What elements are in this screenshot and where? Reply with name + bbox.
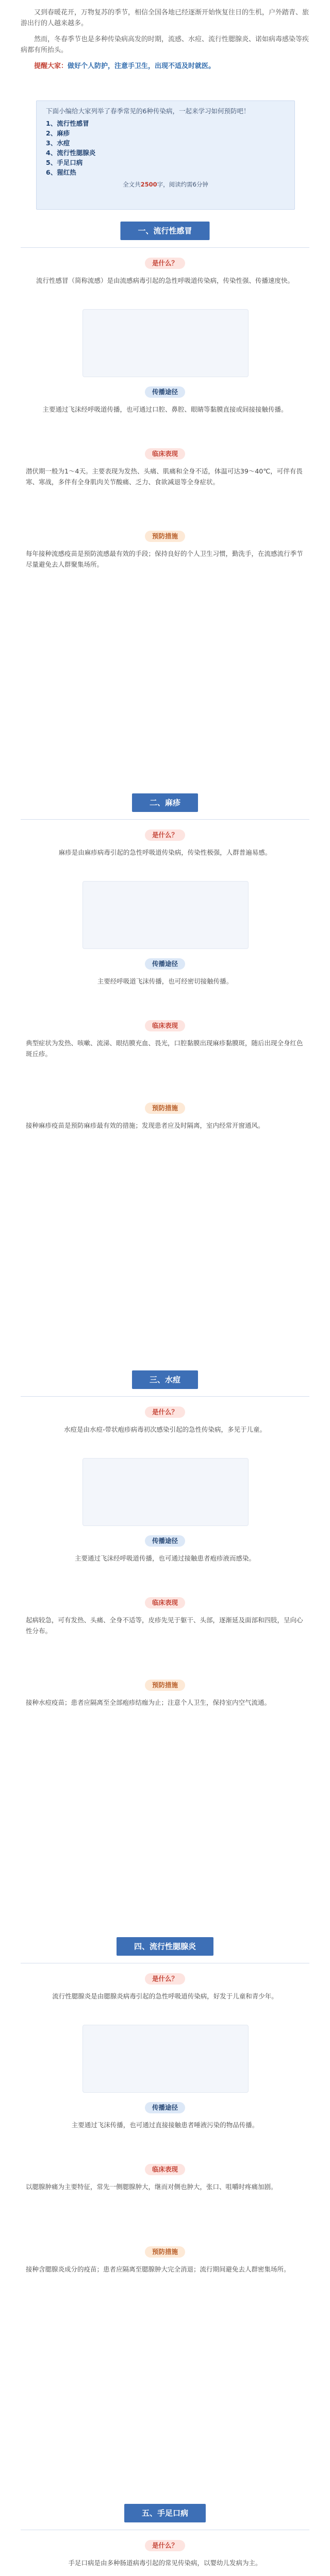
intro-paragraph-2: 然而，冬春季节也是多种传染病高发的时期，流感、水痘、流行性腮腺炎、诺如病毒感染等疾病都有所抬头。 (21, 36, 309, 54)
prevent-text (26, 2264, 304, 2278)
spread-label: 传播途径 (145, 386, 185, 398)
toc-item[interactable]: 4、流行性腮腺炎 (46, 149, 96, 157)
spread-text (26, 1553, 304, 1567)
section-title: 一、流行性感冒 (120, 222, 209, 240)
what-text (26, 847, 304, 861)
toc-item[interactable]: 3、水痘 (46, 139, 70, 147)
toc-hint-count: 2500 (140, 181, 157, 188)
symptom-text (26, 1615, 304, 1639)
spread-paragraph: 主要通过飞沫传播，也可通过直接接触患者唾液污染的物品传播。 (71, 2121, 259, 2129)
intro-lead: 提醒大家： (34, 62, 68, 70)
spread-label: 传播途径 (145, 1535, 185, 1547)
toc-item[interactable]: 1、流行性感冒 (46, 120, 89, 127)
table-of-contents (36, 100, 295, 210)
toc-intro: 下面小编给大家列举了春季常见的6种传染病，一起来学习如何预防吧！ (46, 107, 250, 115)
intro-rest: 做好个人防护，注意手卫生，出现不适及时就医。 (68, 62, 216, 70)
section-title: 五、手足口病 (124, 2504, 206, 2522)
symptom-label: 临床表现 (145, 448, 185, 460)
symptom-paragraph: 以腮腺肿痛为主要特征，常先一侧腮腺肿大，继而对侧也肿大，张口、咀嚼时疼痛加剧。 (26, 2183, 277, 2191)
what-text (26, 2557, 304, 2571)
what-label: 是什么？ (145, 1973, 185, 1985)
illustration (82, 1458, 249, 1526)
intro-paragraph-3 (21, 61, 309, 72)
illustration (82, 309, 249, 377)
intro (21, 7, 309, 77)
section-title: 二、麻疹 (132, 793, 198, 812)
symptom-text (26, 2181, 304, 2195)
spread-text (26, 976, 304, 990)
what-paragraph: 流行性腮腺炎是由腮腺炎病毒引起的急性呼吸道传染病，好发于儿童和青少年。 (52, 1992, 278, 2000)
section-divider (21, 819, 309, 820)
illustration (82, 881, 249, 949)
what-label: 是什么？ (145, 829, 185, 841)
what-label: 是什么？ (145, 1406, 185, 1418)
what-paragraph: 水痘是由水痘-带状疱疹病毒初次感染引起的急性传染病，多见于儿童。 (63, 1426, 266, 1433)
prevent-paragraph: 接种水痘疫苗；患者应隔离至全部疱疹结痂为止；注意个人卫生，保持室内空气流通。 (26, 1699, 271, 1706)
toc-item[interactable]: 2、麻疹 (46, 129, 70, 137)
toc-list (37, 118, 294, 177)
prevent-label: 预防措施 (145, 531, 185, 542)
spread-text (26, 404, 304, 418)
toc-hint-pre: 全文共 (123, 181, 141, 188)
symptom-text (26, 466, 304, 490)
what-paragraph: 流行性感冒（简称流感）是由流感病毒引起的急性呼吸道传染病，传染性强、传播速度快。 (36, 277, 294, 284)
what-text (26, 275, 304, 289)
toc-hint-post: 字，阅读约需6分钟 (157, 181, 208, 188)
prevent-label: 预防措施 (145, 1680, 185, 1691)
symptom-text (26, 1038, 304, 1062)
toc-item[interactable]: 5、手足口病 (46, 159, 83, 166)
spread-paragraph: 主要经呼吸道飞沫传播，也可经密切接触传播。 (97, 977, 233, 985)
symptom-label: 临床表现 (145, 2164, 185, 2175)
what-text (26, 1991, 304, 2005)
prevent-label: 预防措施 (145, 1103, 185, 1114)
prevent-text (26, 548, 304, 573)
prevent-text (26, 1120, 304, 1134)
section-divider (21, 247, 309, 248)
toc-item[interactable]: 6、猩红热 (46, 168, 76, 176)
toc-hint (37, 177, 294, 189)
symptom-paragraph: 典型症状为发热、咳嗽、流涕、眼结膜充血、畏光，口腔黏膜出现麻疹黏膜斑，随后出现全身红色斑丘疹。 (26, 1039, 303, 1058)
what-paragraph: 麻疹是由麻疹病毒引起的急性呼吸道传染病，传染性极强，人群普遍易感。 (58, 849, 272, 856)
symptom-paragraph: 潜伏期一般为1～4天。主要表现为发热、头痛、肌痛和全身不适，体温可达39～40℃，可伴有畏寒、寒战，多伴有全身肌肉关节酸痛、乏力、食欲减退等全身症状。 (26, 467, 303, 486)
prevent-label: 预防措施 (145, 2246, 185, 2258)
prevent-text (26, 1697, 304, 1711)
illustration (82, 2025, 249, 2093)
spread-paragraph: 主要通过飞沫经呼吸道传播，也可通过接触患者疱疹液而感染。 (74, 1554, 255, 1562)
intro-paragraph-1: 又到春暖花开，万物复苏的季节，相信全国各地已经逐渐开始恢复往日的生机，户外踏青、旅游出行的人越来越多。 (21, 9, 309, 27)
symptom-label: 临床表现 (145, 1020, 185, 1031)
what-text (26, 1424, 304, 1438)
spread-text (26, 2120, 304, 2133)
spread-paragraph: 主要通过飞沫经呼吸道传播，也可通过口腔、鼻腔、眼睛等黏膜直接或间接接触传播。 (42, 405, 288, 413)
spread-label: 传播途径 (145, 2102, 185, 2113)
symptom-label: 临床表现 (145, 1597, 185, 1608)
prevent-paragraph: 每年接种流感疫苗是预防流感最有效的手段；保持良好的个人卫生习惯，勤洗手，在流感流行季节尽量避免去人群聚集场所。 (26, 550, 303, 568)
section-title: 三、水痘 (132, 1370, 198, 1389)
section-divider (21, 1396, 309, 1397)
symptom-paragraph: 起病较急，可有发热、头痛、全身不适等，皮疹先见于躯干、头部，逐渐延及面部和四肢，呈向心性分布。 (26, 1616, 303, 1635)
spread-label: 传播途径 (145, 958, 185, 970)
what-paragraph: 手足口病是由多种肠道病毒引起的常见传染病，以婴幼儿发病为主。 (68, 2559, 262, 2567)
what-label: 是什么？ (145, 258, 185, 269)
what-label: 是什么？ (145, 2540, 185, 2551)
prevent-paragraph: 接种含腮腺炎成分的疫苗；患者应隔离至腮腺肿大完全消退；流行期间避免去人群密集场所。 (26, 2265, 290, 2273)
prevent-paragraph: 接种麻疹疫苗是预防麻疹最有效的措施；发现患者应及时隔离，室内经常开窗通风。 (26, 1122, 265, 1129)
section-title: 四、流行性腮腺炎 (117, 1937, 213, 1956)
